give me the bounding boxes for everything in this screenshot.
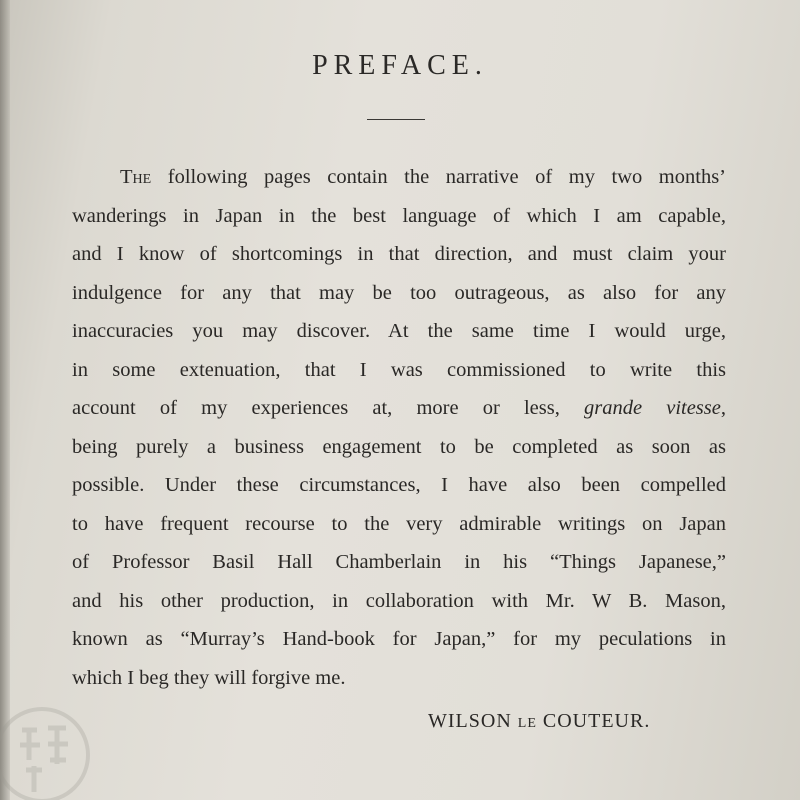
text-line: known as “Murray’s Hand-book for Japan,” for my peculations in (72, 628, 726, 650)
text-line: account of my experiences at, more or less, grande vitesse, (72, 397, 726, 419)
text-line: of Professor Basil Hall Chamberlain in his “Things Japanese,” (72, 551, 726, 573)
text-line: and I know of shortcomings in that direction, and must claim your (72, 243, 726, 265)
text-line: indulgence for any that may be too outrageous, as also for any (72, 281, 726, 304)
text-line: to have frequent recourse to the very admirable writings on Japan (72, 512, 726, 535)
preface-body (72, 158, 726, 697)
text-line: wanderings in Japan in the best language of which I am capable, (72, 204, 726, 227)
text-line: which I beg they will forgive me. (72, 666, 346, 689)
italic-phrase: grande vitesse (583, 397, 721, 419)
text-line: being purely a business engagement to be completed as soon as (72, 435, 726, 458)
author-signature: WILSON LE COUTEUR. (428, 710, 651, 732)
collector-seal-stamp-icon (0, 700, 102, 800)
text-line: The following pages contain the narrative of my two months’ (120, 166, 727, 188)
drop-word: The (120, 166, 152, 188)
text-line: inaccuracies you may discover. At the same time I would urge, (72, 320, 726, 342)
page-spine-shadow (0, 0, 10, 800)
text-line: possible. Under these circumstances, I have also been compelled (72, 474, 726, 496)
title-divider (367, 119, 425, 120)
text-line: in some extenuation, that I was commissioned to write this (72, 358, 726, 381)
text-line: and his other production, in collaboration with Mr. W B. Mason, (72, 589, 726, 612)
page-title: PREFACE. (312, 50, 488, 81)
